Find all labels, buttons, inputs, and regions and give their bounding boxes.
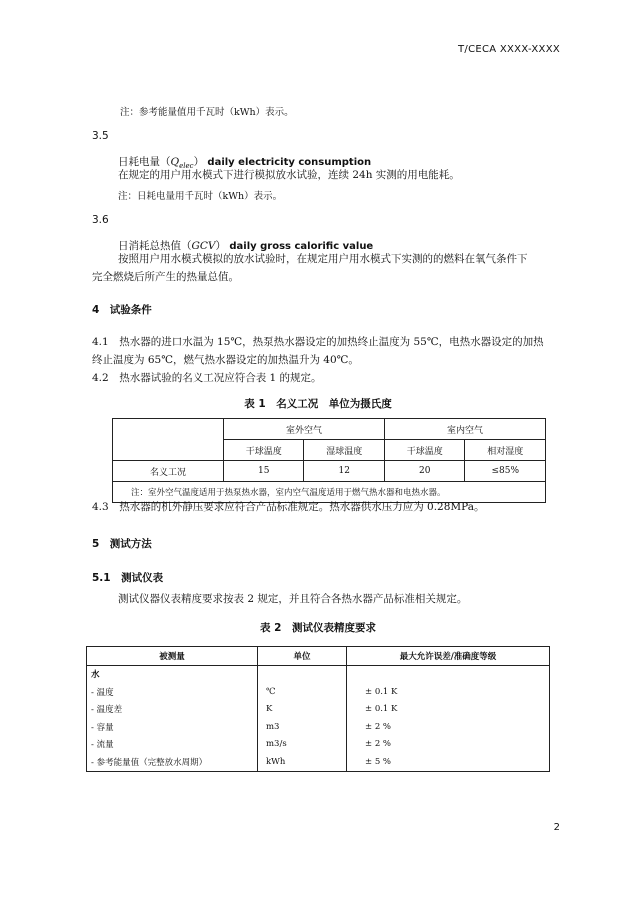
term-cn: 日消耗总热值（ xyxy=(118,240,192,252)
table2-quantity: - 温度差 xyxy=(87,701,258,719)
table1-val-rh: ≤85% xyxy=(465,461,546,482)
table2-unit: m3/s xyxy=(258,736,347,754)
table1-caption: 表 1 名义工况 单位为摄氏度 xyxy=(244,398,392,410)
term-cn: 日耗电量（ xyxy=(118,156,171,168)
table2-accuracy: ± 2 % xyxy=(347,718,550,736)
table2-quantity: - 流量 xyxy=(87,736,258,754)
table1-col-dry2: 干球温度 xyxy=(384,440,464,461)
table1-col-dry1: 干球温度 xyxy=(224,440,304,461)
table2-accuracy: ± 0.1 K xyxy=(347,683,550,701)
para-4-1-line2: 终止温度为 65℃，燃气热水器设定的加热温升为 40℃。 xyxy=(92,354,359,366)
note-reference-energy: 注：参考能量值用千瓦时（kWh）表示。 xyxy=(120,107,294,118)
table2-header-accuracy: 最大允许误差/准确度等级 xyxy=(347,647,550,666)
para-4-1-line1: 4.1 热水器的进口水温为 15℃，热泵热水器设定的加热终止温度为 55℃，电热水器设定的加热 xyxy=(92,336,544,348)
table1-indoor-header: 室内空气 xyxy=(384,419,545,440)
table2-unit: K xyxy=(258,701,347,719)
definition-3-6-line1: 按照用户用水模式模拟的放水试验时，在规定用户用水模式下实测的的燃料在氧气条件下 xyxy=(118,253,528,265)
document-id: T/CECA XXXX-XXXX xyxy=(458,44,560,55)
page-number: 2 xyxy=(553,822,560,833)
table-instrument-accuracy xyxy=(86,646,550,772)
section-5-1-heading: 5.1 测试仪表 xyxy=(92,572,164,584)
table2-caption: 表 2 测试仪表精度要求 xyxy=(260,622,376,634)
para-4-3: 4.3 热水器的机外静压要求应符合产品标准规定。热水器供水压力应为 0.28MPa。 xyxy=(92,501,485,513)
table-nominal-conditions xyxy=(112,418,546,503)
table1-outdoor-header: 室外空气 xyxy=(224,419,385,440)
note-3-5: 注：日耗电量用千瓦时（kWh）表示。 xyxy=(118,191,283,202)
table1-val-wet: 12 xyxy=(304,461,384,482)
table1-col-rh: 相对湿度 xyxy=(465,440,546,461)
para-4-2: 4.2 热水器试验的名义工况应符合表 1 的规定。 xyxy=(92,372,322,384)
table-row xyxy=(87,753,550,771)
term-cn-close: ） xyxy=(193,156,205,168)
definition-3-6-line2: 完全燃烧后所产生的热量总值。 xyxy=(92,271,239,283)
term-en: daily electricity consumption xyxy=(207,157,372,168)
table2-accuracy: ± 2 % xyxy=(347,736,550,754)
term-subscript: elec xyxy=(179,162,194,171)
table2-quantity: - 温度 xyxy=(87,683,258,701)
table1-row-label: 名义工况 xyxy=(113,461,224,482)
table1-col-wet: 湿球温度 xyxy=(304,440,384,461)
table2-unit: m3 xyxy=(258,718,347,736)
table2-group-water: 水 xyxy=(87,665,258,683)
definition-3-5: 在规定的用户用水模式下进行模拟放水试验，连续 24h 实测的用电能耗。 xyxy=(118,169,460,181)
table-row xyxy=(87,736,550,754)
table2-unit: kWh xyxy=(258,753,347,771)
table2-cell-empty xyxy=(347,665,550,683)
table1-corner xyxy=(113,419,224,461)
table-row xyxy=(87,701,550,719)
term-symbol: Q xyxy=(170,156,180,168)
section-3-5-number: 3.5 xyxy=(92,130,109,142)
table-row xyxy=(87,718,550,736)
section-5-heading: 5 测试方法 xyxy=(92,538,152,550)
table2-unit: ℃ xyxy=(258,683,347,701)
table1-footnote: 注：室外空气温度适用于热泵热水器，室内空气温度适用于燃气热水器和电热水器。 xyxy=(113,482,546,503)
table2-accuracy: ± 5 % xyxy=(347,753,550,771)
section-3-6-number: 3.6 xyxy=(92,214,109,226)
para-5-1: 测试仪器仪表精度要求按表 2 规定，并且符合各热水器产品标准相关规定。 xyxy=(118,593,468,605)
table2-accuracy: ± 0.1 K xyxy=(347,701,550,719)
table-row xyxy=(87,683,550,701)
table2-quantity: - 容量 xyxy=(87,718,258,736)
term-cn-close: ） xyxy=(215,240,227,252)
term-symbol: GCV xyxy=(191,240,216,252)
table2-header-quantity: 被测量 xyxy=(87,647,258,666)
table1-val-dry2: 20 xyxy=(384,461,464,482)
term-en: daily gross calorific value xyxy=(229,241,374,252)
table2-header-unit: 单位 xyxy=(258,647,347,666)
table2-quantity: - 参考能量值（完整放水周期） xyxy=(87,753,258,771)
table2-cell-empty xyxy=(258,665,347,683)
table1-val-dry1: 15 xyxy=(224,461,304,482)
section-4-heading: 4 试验条件 xyxy=(92,304,152,316)
